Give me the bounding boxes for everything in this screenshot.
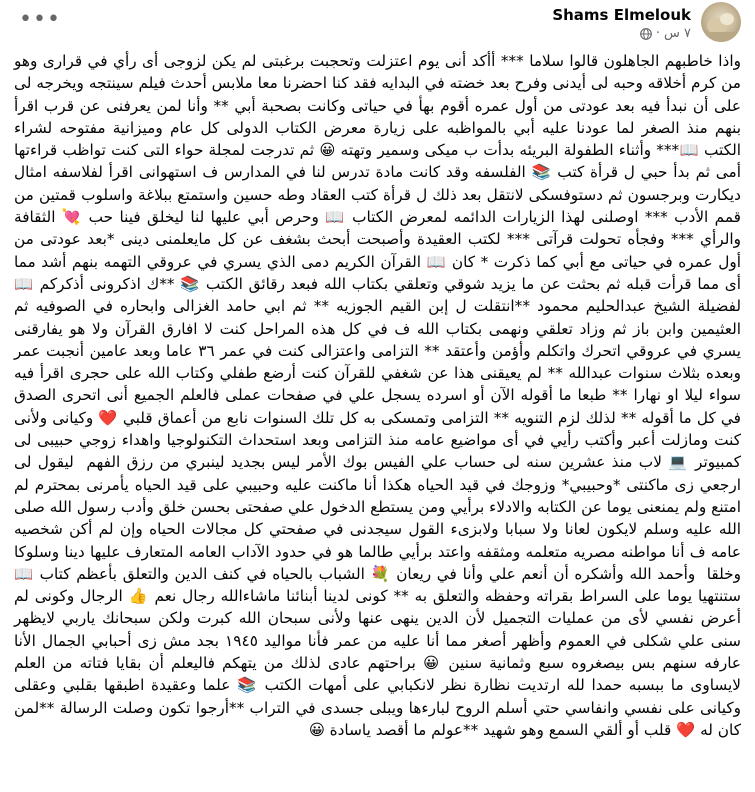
post-time[interactable]: ٧ س — [664, 26, 691, 41]
post-meta — [640, 26, 691, 41]
profile-photo — [701, 2, 741, 42]
post-body-text: واذا خاطبهم الجاهلون قالوا سلاما *** أأكد أنى يوم اعتزلت وتحجبت برغبتى لم يكن لزوجى أى رأي في قرارى وهو من كرم أخلاقه وحبه لى أيدنى وفرح بعد خضته في البدايه فقد كنا احضرنا معا ملابس أحدث فيلم سينتجه ويخرجه لى على أن نبدأ فيه بعد عودتى من أول عمره أقوم بهأ في حياتى وكانت بصحبة أبي ** وأنا لمن يعرفنى عن قرب اقرأ بنهم منذ الصغر لما عودنا عليه أبي بالمواظبه على زيارة معرض الكتاب الدولى كل عام وميزانية مفتوحه لشراء الكتب 📖*** وأثناء الطفولة البريئه بدأت ب ميكى وسمير وتهته 😀 ثم تدرجت لمجلة حواء التى كنت تواظب قراءتها أمى ثم بدأ حبي ل قرأة كتب 📚 الفلسفه وقد كانت مادة تدرس لنا في المدارس ف استهوانى اقرأ لفلاسفه امثال ديكارت وبرجسون ثم دستوفسكى لانتقل بعد ذلك ل قرأة كتب العقاد وطه حسين واستمتع ببلاغة واسلوب قمتين من قمم الأدب *** اوصلنى لهذا الزيارات الدائمه لمعرض الكتاب 📖 وحرص أبي عليها لنا ليخلق فينا حب 💘 الثقافة والرأي *** وفجأه تحولت قرآتى *** لكتب العقيدة وأصبحت أبحث بشغف عن كل مايعلمنى دينى *بعد عودتى من أول عمره في حياتى مع أبي كما ذكرت * كان 📖 القرآن الكريم دمى الذي يسري في عروقي التهمه بنهم أشد مما أى مما قرأت قبله ثم بحثت عن ما يزيد شوقي وتعلقي بكتاب الله فبعد رقائق الكتب 📚 **ك اذكرونى أذكركم 📖لفضيلة الشيخ عبدالحليم محمود **انتقلت ل إبن القيم الجوزيه ** ثم ابي حامد الغزالى وابحاره في الصوفيه ثم العثيمين وابن باز ثم وزاد تعلقي ونهمى بكتاب الله ف في كل هذه المراحل كنت لا افارق القرآن ولا هو يفارقنى يسري في عروقي اتحرك واتكلم وأؤمن وأعتقد ** التزامى واعتزالى كنت في عمر ٣٦ عاما وبعد عامين أنجبت عمر وبعده بثلاث سنوات عبدالله ** لم يعيقنى هذا عن شغفي للقرآن كنت أرضع طفلي وكتاب الله على حجرى اقرأ فيه سواء ليلا او نهارا ** طبعا ما أقوله الآن أو اسرده يسجل علي في صفحات عملى فالعلم الجميع أنى اتحرى الصدق في كل ما أقوله ** لذلك لزم التنويه ** التزامى وتمسكى به كل تلك السنوات نابع من أعماق قلبي ❤️ وكيانى ولأنى كنت ومازلت أعبر وأكتب رأيي في أى مواضيع عامه منذ التزامى وبعد استحداث التكنولوجيا واهداء زوجي حبيبى لى كمبيوتر 💻 لاب منذ عشرين سنه لى حساب علي الفيس بوك الأمر ليس بجديد لينبري من رزق الفهم ليقول لى ارجعي زى ماكنتى *وحبيبي* وزوجك في قيد الحياه هكذا أنا ماكنت عليه وحبيبي على قيد الحياه يأمرنى بمحترم لم امتنع ولم يمنعنى يوما عن الكتابه والادلاء برأيي ومن يستطع الدخول علي صفحتى بحسن خلق وأدب رسول الله صلى الله عليه وسلم لايكون لعانا ولا سبابا ولابزىء القول سيجدنى في صفحتي كل مجالات الحياه وإن لم أكن شخصيه عامه ف أنا مواطنه مصريه متعلمه ومثقفه واعتد برأيي طالما هو في حدود الآداب العامه المتعارف عليها دينا وسلوكا وخلقا وأحمد الله وأشكره أن أنعم علي وأنا في ريعان 💐 الشباب بالحياه في كنف الدين والتعلق بأعظم كتاب 📖 ستنتهيا يوما على السراط بقراته وحفظه والتعلق به ** كونى لدينا أبنائنا ماشاءالله رجال نعم 👍 الرجال وكونى لم أعرض نفسي لأى من عمليات التجميل لأن الدين ينهى عنها ولأنى سبحان الله كبرت ولكن سبحانك ياربي لايظهر سنى علي شكلى في العموم وأظهر أصغر مما أنا عليه من عمر فأنا مواليد ١٩٤٥ بجد مش زى أحبابي الجمال الأنا عارفه سنهم بس بيصغروه سبع وثمانية سنين 😀 براحتهم عادى لذلك من يتهكم فاليعلم أن بقايا فتاته من العلم لايساوى ما ببسبه حمدا لله ارتديت نظارة نظر لانكبابي على أمهات الكتب 📚 علما وعقيدة اطبقها بقلبي وعقلى وكيانى على نفسي وانفاسي حتي أسلم الروح لبارءها ويبلى جسدى في التراب **أرجوا تكون وصلت الرسالة **لمن كان له ❤️ قلب أو ألقي السمع وهو شهيد **عولم ما أقصد ياسادة 😀 — [9, 52, 741, 739]
globe-icon — [640, 28, 652, 40]
post-header — [0, 0, 755, 52]
author-name[interactable]: Shams Elmelouk — [552, 6, 691, 24]
meta-separator: · — [655, 26, 660, 41]
avatar[interactable] — [701, 2, 741, 42]
more-options-icon[interactable]: ••• — [19, 7, 61, 32]
